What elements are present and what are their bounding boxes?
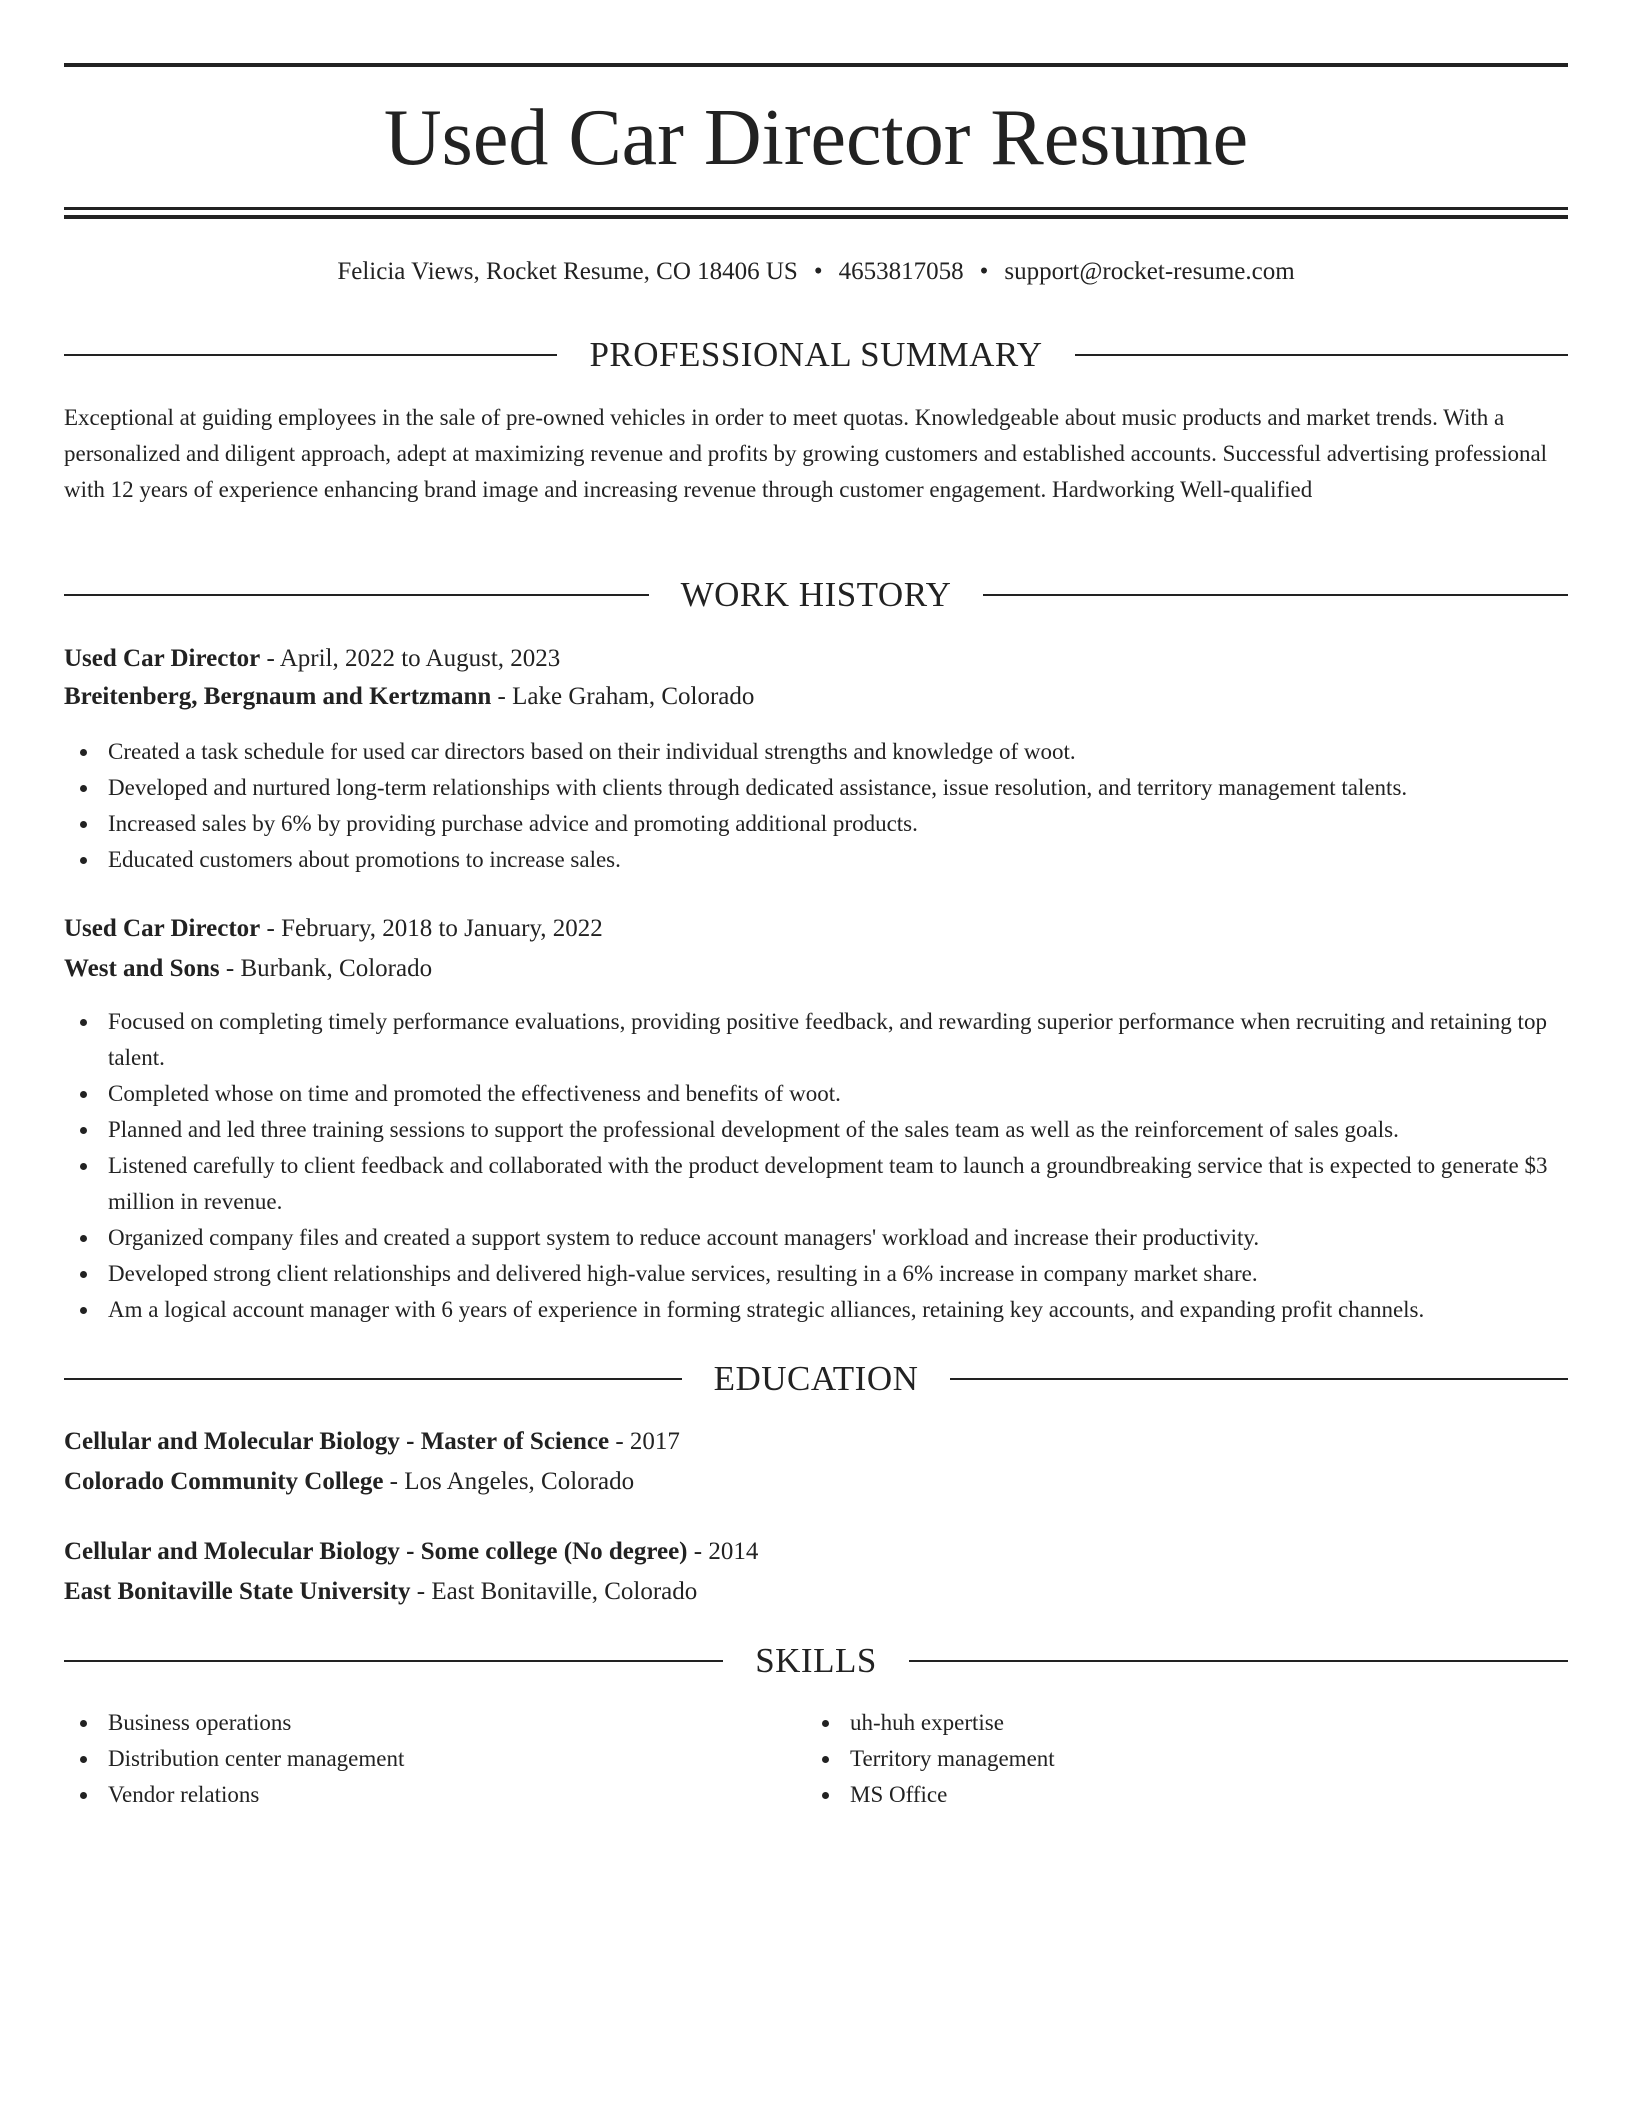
skill-item: Business operations: [64, 1705, 1568, 1741]
list-item: Planned and led three training sessions to support the professional development of the sales team as well as the reinforcement of sales goals.: [64, 1112, 1568, 1148]
contact-separator: •: [979, 258, 989, 285]
contact-separator: •: [813, 258, 823, 285]
heading-rule: [950, 1378, 1568, 1380]
heading-rule: [64, 1660, 723, 1662]
job-location: Burbank, Colorado: [240, 955, 433, 982]
contact-line: [64, 254, 1568, 290]
heading-rule: [983, 594, 1568, 596]
list-item: Focused on completing timely performance evaluations, providing positive feedback, and rewarding superior performance when recruiting and retaining top talent.: [64, 1004, 1568, 1076]
section-title: WORK HISTORY: [680, 575, 952, 614]
job-bullets: [64, 734, 1568, 878]
skill-item: uh-huh expertise: [806, 1705, 1632, 1741]
resume-title: Used Car Director Resume: [383, 94, 1249, 182]
section-heading-work: [64, 575, 1568, 615]
section-heading-education: [64, 1359, 1568, 1399]
list-item: Organized company files and created a support system to reduce account managers' workload and increase their productivity.: [64, 1220, 1568, 1256]
section-heading-summary: [64, 335, 1568, 375]
heading-rule: [1075, 354, 1568, 356]
dash: -: [383, 1468, 405, 1495]
section-title: SKILLS: [755, 1641, 877, 1680]
dash: -: [687, 1538, 709, 1565]
skill-item: Territory management: [806, 1741, 1632, 1777]
list-item: Increased sales by 6% by providing purchase advice and promoting additional products.: [64, 806, 1568, 842]
list-item: Am a logical account manager with 6 years of experience in forming strategic alliances, retaining key accounts, and expanding profit channels.: [64, 1292, 1568, 1328]
education-year: 2017: [629, 1428, 680, 1455]
contact-phone: 4653817058: [838, 258, 964, 285]
education-degree: Cellular and Molecular Biology - Master of Science: [64, 1428, 610, 1455]
job-dates: April, 2022 to August, 2023: [279, 645, 561, 672]
contact-email: support@rocket-resume.com: [1004, 258, 1295, 285]
education-location: Los Angeles, Colorado: [404, 1468, 635, 1495]
skill-item: Vendor relations: [64, 1777, 1568, 1813]
contact-address: Felicia Views, Rocket Resume, CO 18406 US: [337, 258, 798, 285]
education-degree-line: [64, 1424, 680, 1460]
heading-rule: [909, 1660, 1568, 1662]
skill-item: MS Office: [806, 1777, 1632, 1813]
education-school: Colorado Community College: [64, 1468, 384, 1495]
job-company-line: [64, 951, 432, 987]
dash: -: [260, 645, 280, 672]
summary-text: Exceptional at guiding employees in the sale of pre-owned vehicles in order to meet quotas. Knowledgeable about music products and market trends. With a personalized and diligent approach, adept at maximizing revenue and profits by growing customers and established accounts. Successful advertising professional with 12 years of experience enhancing brand image and increasing revenue through customer engagement. Hardworking Well-qualified: [64, 405, 1548, 502]
job-title: Used Car Director: [64, 915, 261, 942]
job-company: West and Sons: [64, 955, 220, 982]
list-item: Developed strong client relationships and delivered high-value services, resulting in a 6% increase in company market share.: [64, 1256, 1568, 1292]
skills-list-right: [806, 1705, 1632, 1813]
job-title-line: [64, 641, 560, 677]
list-item: Developed and nurtured long-term relationships with clients through dedicated assistance, issue resolution, and territory management talents.: [64, 770, 1568, 806]
dash: -: [219, 955, 241, 982]
dash: -: [609, 1428, 630, 1455]
title-rule-lower: [64, 215, 1568, 219]
dash: -: [260, 915, 282, 942]
title-rule-upper: [64, 207, 1568, 210]
job-company-line: [64, 679, 754, 715]
job-title-line: [64, 911, 603, 947]
education-degree: Cellular and Molecular Biology - Some college (No degree): [64, 1538, 688, 1565]
heading-rule: [64, 594, 649, 596]
section-title: EDUCATION: [713, 1359, 919, 1398]
education-school: East Bonitaville State University: [64, 1578, 411, 1605]
education-location: East Bonitaville, Colorado: [431, 1578, 698, 1605]
heading-rule: [64, 354, 557, 356]
job-title: Used Car Director: [64, 645, 261, 672]
list-item: Created a task schedule for used car directors based on their individual strengths and knowledge of woot.: [64, 734, 1568, 770]
job-location: Lake Graham, Colorado: [512, 683, 755, 710]
job-dates: February, 2018 to January, 2022: [281, 915, 603, 942]
list-item: Completed whose on time and promoted the effectiveness and benefits of woot.: [64, 1076, 1568, 1112]
education-year: 2014: [708, 1538, 759, 1565]
dash: -: [410, 1578, 432, 1605]
job-bullets: [64, 1004, 1568, 1328]
job-company: Breitenberg, Bergnaum and Kertzmann: [64, 683, 492, 710]
list-item: Educated customers about promotions to increase sales.: [64, 842, 1568, 878]
top-rule: [64, 63, 1568, 67]
education-degree-line: [64, 1534, 758, 1570]
section-title: PROFESSIONAL SUMMARY: [589, 335, 1043, 374]
education-school-line: [64, 1574, 697, 1610]
skill-item: Distribution center management: [64, 1741, 1568, 1777]
education-school-line: [64, 1464, 634, 1500]
dash: -: [491, 683, 513, 710]
heading-rule: [64, 1378, 682, 1380]
list-item: Listened carefully to client feedback and collaborated with the product development team to launch a groundbreaking service that is expected to generate $3 million in revenue.: [64, 1148, 1568, 1220]
section-heading-skills: [64, 1641, 1568, 1681]
